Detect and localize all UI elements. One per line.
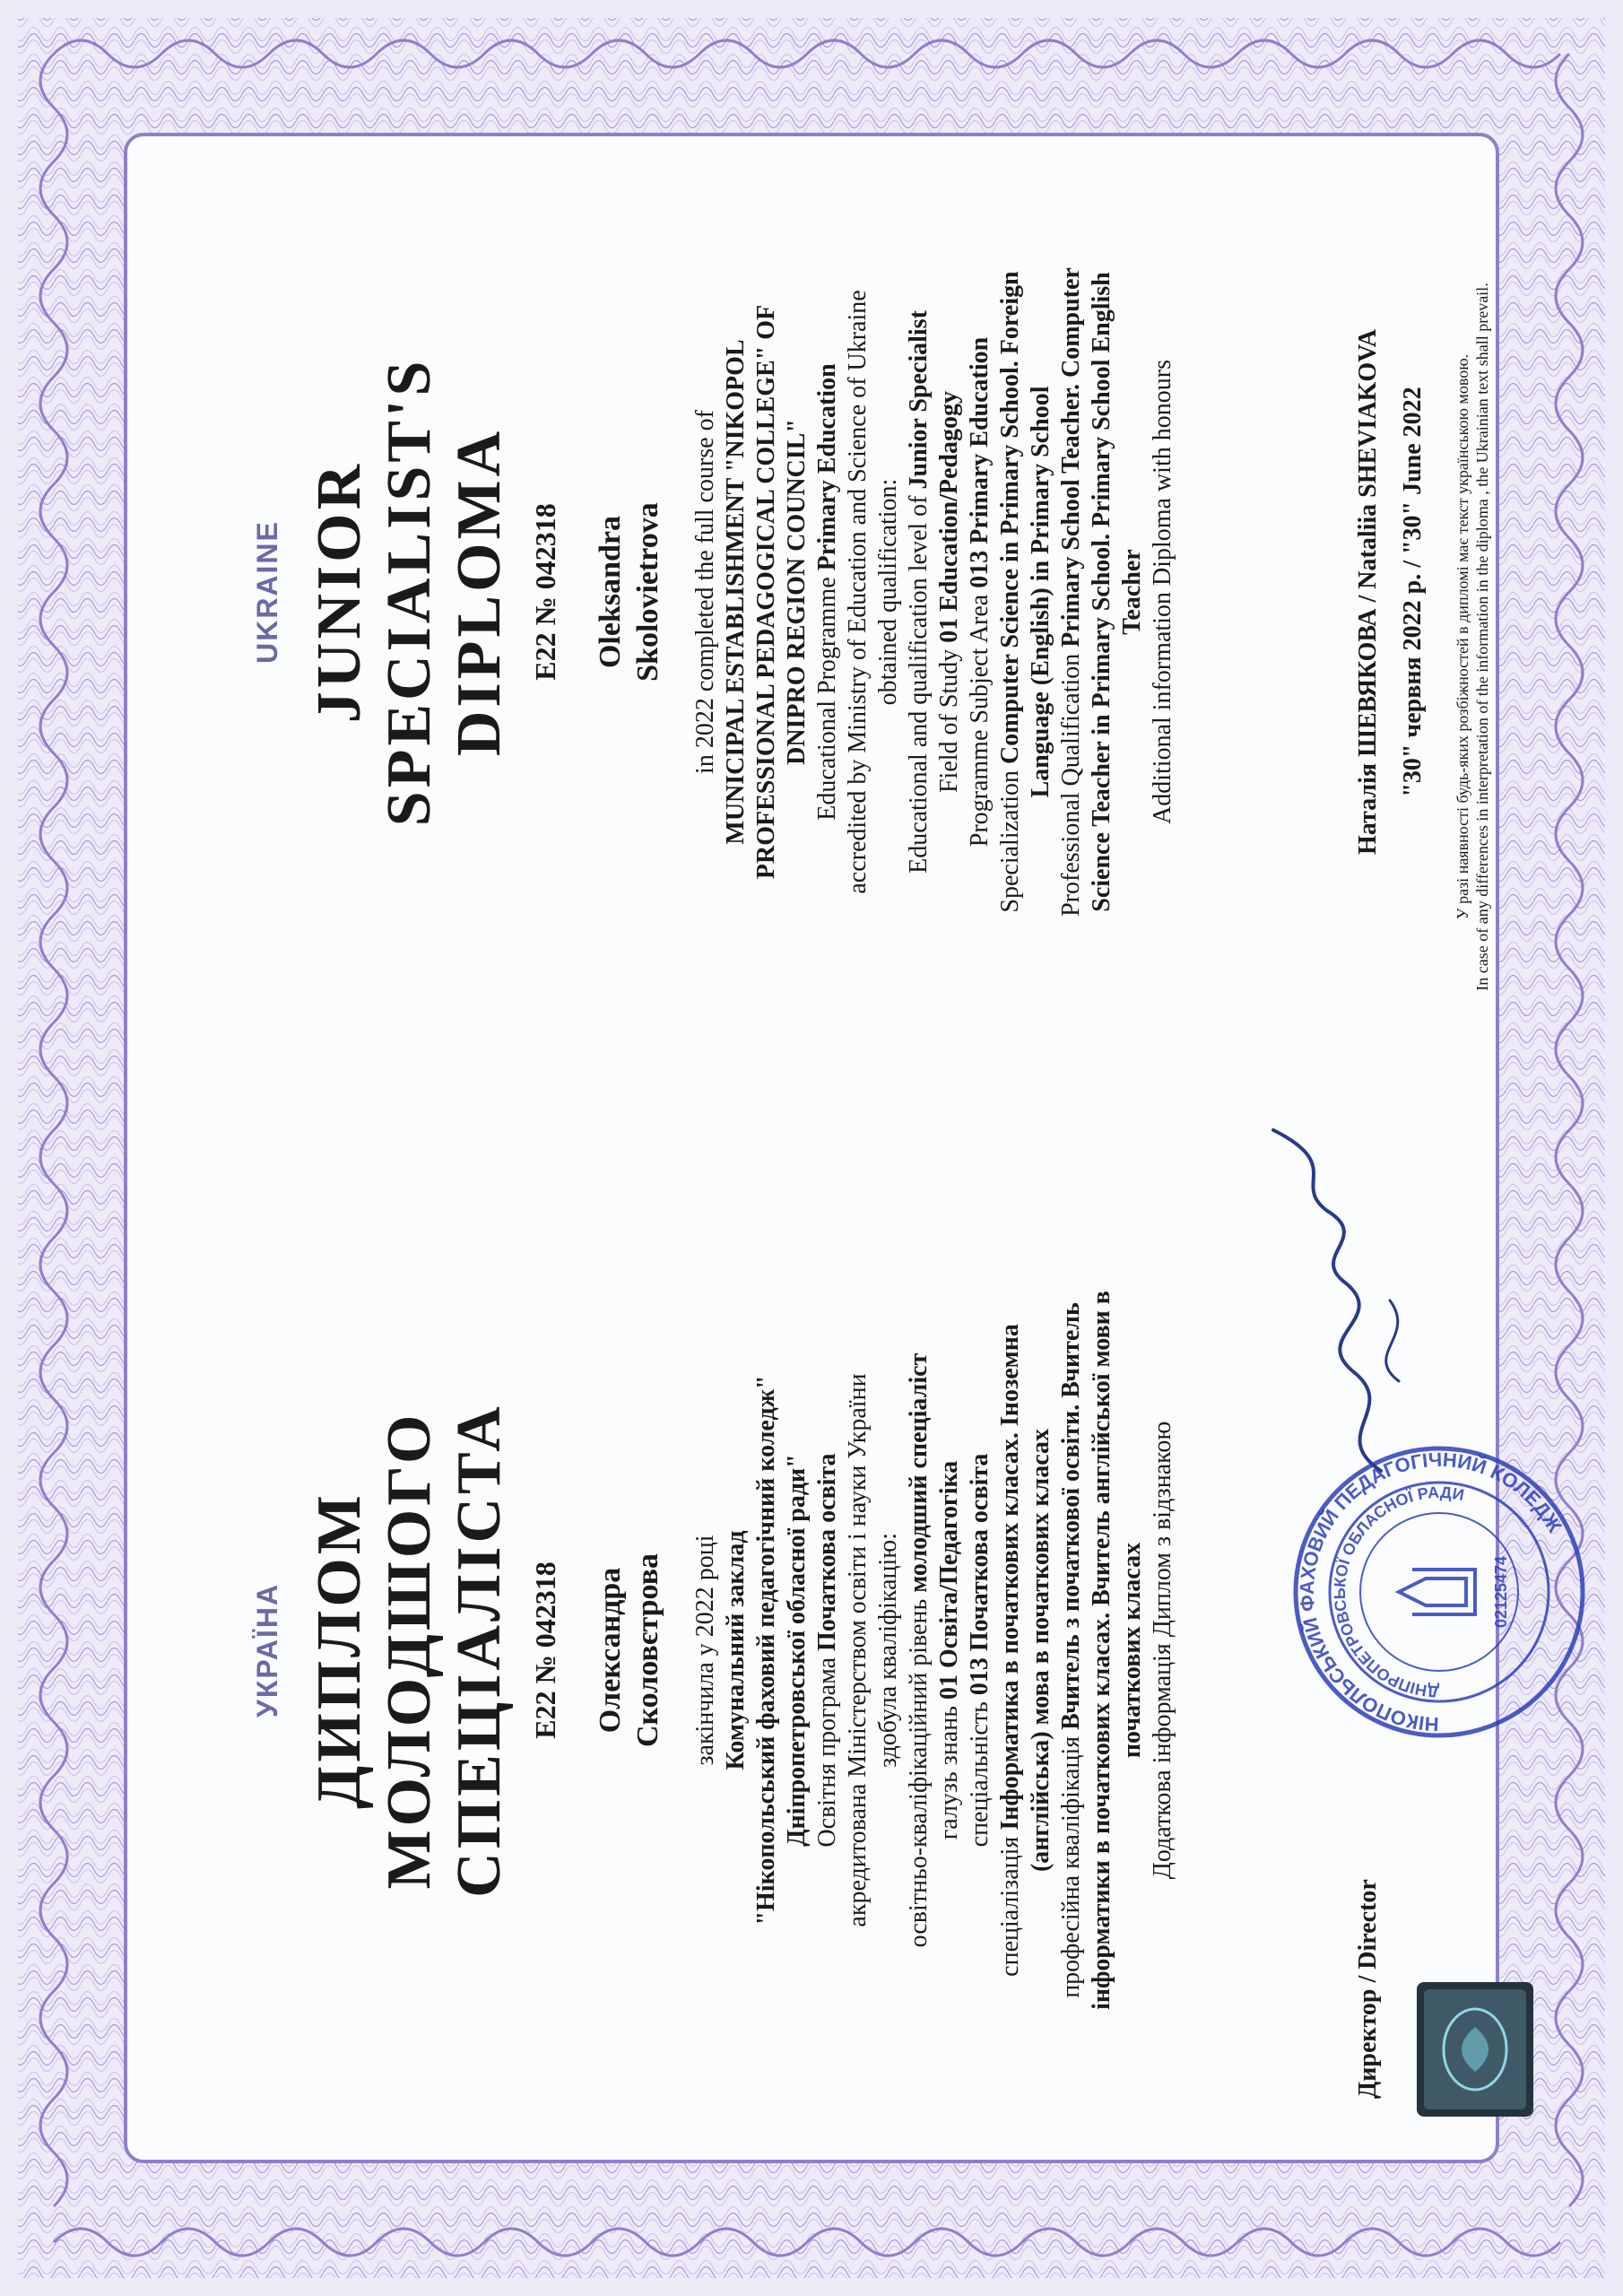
signer-name: Наталія ШЕВЯКОВА / Nataliia SHEVIAKOVA [1354,329,1382,855]
footnote: У разі наявності будь-яких розбіжностей в дипломі має текст українською мовою. In case of any differences in interpretation of the information in the diploma , the Ukrainian text shall prevail. [1454,283,1491,991]
seal-code: 02125474 [1492,1555,1510,1629]
hologram-icon [1417,1982,1533,2117]
director-label: Директор / Director [1354,1879,1382,2099]
diploma-number-en: E22 № 042318 [529,503,561,681]
diploma-title-en: JUNIOR SPECIALIST'S DIPLOMA [305,357,514,827]
diploma-body: закінчила у 2022 році Комунальний заклад "Нікопольський фаховий педагогічний коледж" Дніпропетровської обласної ради" Освітня програма Початкова освіта акредитована Міністерством освіти і науки України здобула кваліфікацію: освітньо-кваліфікаційний рівень молодший спеціаліст галузь знань 01 Освіта/Педагогіка спеціальність 013 Початкова освіта спеціалізація Інформатика в початкових класах. Іноземна (англійська) мова в початкових класах професійна кваліфікація Вчитель з початкової освіти. Вчитель інформатики в початкових класах. Вчитель англійської мови в початкових класах Додаткова інформація Диплом з відзнакою [691,1291,1176,2010]
seal-inner-text: ДНІПРОПЕТРОВСЬКОЇ ОБЛАСНОЇ РАДИ [1330,1483,1466,1701]
trident-icon [1399,1570,1475,1614]
diploma-number: E22 № 042318 [529,1561,561,1739]
graduate-name-en: Oleksandra Skolovietrova [594,502,664,682]
country-label-en: UKRAINE [251,520,283,664]
signature [1219,1112,1453,1489]
diploma-title: ДИПЛОМ МОЛОДШОГО СПЕЦІАЛІСТА [305,1403,514,1898]
issue-date: "30" червня 2022 р. / "30" June 2022 [1399,387,1427,797]
diploma-body-en: in 2022 completed the full course of MUNICIPAL ESTABLISHMENT "NIKOPOL PROFESSIONAL PEDAGOGICAL COLLEGE" OF DNIPRO REGION COUNCIL" Educational Programme Primary Education accredited by Ministry of Education and Science of Ukraine obtained qualification: Educational and qualification level of Junior Specialist Field of Study 01 Education/Pedagogy Programme Subject Area 013 Primary Education Specialization Computer Science in Primary School. Foreign Language (English) in Primary School Professional Qualification Primary School Teacher. Computer Science Teacher in Primary School. Primary School English Teacher Additional information Diploma with honours [691,267,1176,917]
seal-outer-text: НІКОПОЛЬСЬКИЙ ФАХОВИЙ ПЕДАГОГІЧНИЙ КОЛЕДЖ [1295,1448,1567,1736]
graduate-name: Олександра Сколовєтрова [594,1552,664,1748]
country-label: УКРАЇНА [251,1582,283,1718]
